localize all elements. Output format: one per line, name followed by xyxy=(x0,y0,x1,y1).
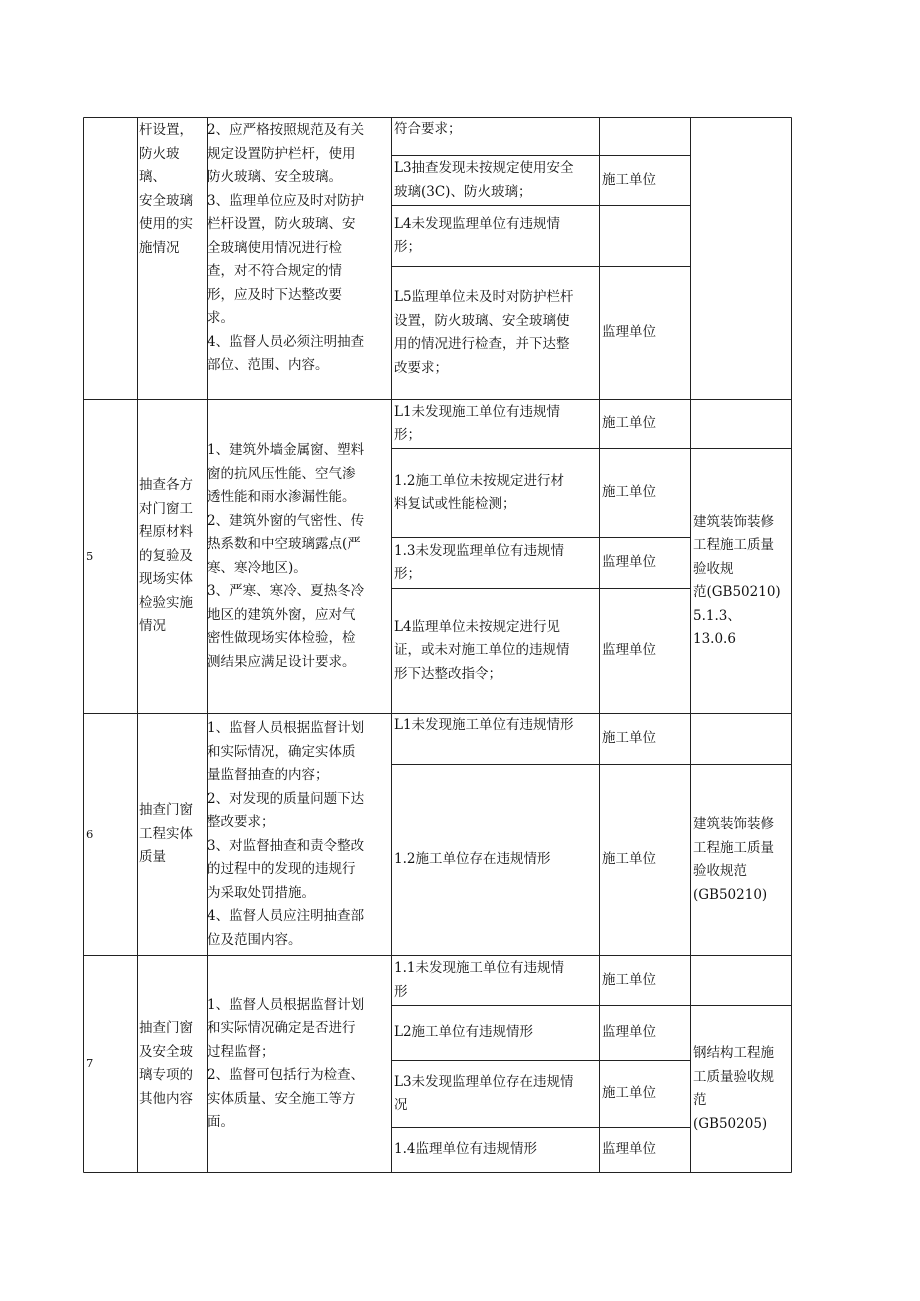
case-cell xyxy=(392,538,600,588)
unit-text: 施工单位 xyxy=(602,730,656,747)
row-number xyxy=(84,714,137,955)
row-number-text: 7 xyxy=(86,1056,94,1071)
unit-text: 监理单位 xyxy=(602,554,656,571)
case-cell xyxy=(392,206,600,266)
unit-cell xyxy=(600,206,691,266)
row-item-cell xyxy=(137,956,208,1172)
unit-text: 施工单位 xyxy=(602,171,656,188)
unit-text: 施工单位 xyxy=(602,415,656,432)
case-cell xyxy=(392,156,600,205)
unit-text: 施工单位 xyxy=(602,1085,656,1102)
case-text: L5监理单位未及时对防护栏杆 设置，防火玻璃、安全玻璃使 用的情况进行检查，并下达整 改要求； xyxy=(394,289,574,376)
standard-cell xyxy=(691,449,791,713)
unit-text: 监理单位 xyxy=(602,1141,656,1158)
unit-cell xyxy=(600,118,691,155)
standard-cell xyxy=(691,765,791,955)
row-item-text: 抽查门窗 及安全玻 璃专项的 其他内容 xyxy=(139,1020,193,1107)
unit-cell xyxy=(600,449,691,537)
case-cell xyxy=(392,118,600,155)
row-item-cell: 杆设置， 防火玻璃、 安全玻璃 使用的实 施情况 xyxy=(139,122,193,256)
unit-text: 施工单位 xyxy=(602,851,656,868)
case-cell xyxy=(392,765,600,955)
unit-cell xyxy=(600,714,691,764)
case-cell xyxy=(392,1128,600,1172)
row-requirements-cell xyxy=(205,956,393,1172)
unit-text: 施工单位 xyxy=(602,484,656,501)
standard-cell xyxy=(691,118,791,399)
case-text: L1未发现施工单位有违规情形 xyxy=(394,717,574,733)
unit-cell xyxy=(600,267,691,399)
standard-cell xyxy=(691,1006,791,1172)
case-cell xyxy=(392,1061,600,1127)
case-cell xyxy=(392,449,600,537)
standard-text: 钢结构工程施 工质量验收规 范 (GB50205) xyxy=(693,1045,774,1132)
unit-cell xyxy=(600,956,691,1005)
case-text: 1.1未发现施工单位有违规情 形 xyxy=(394,960,564,1000)
unit-cell xyxy=(600,400,691,448)
unit-cell xyxy=(600,589,691,713)
row-item-cell xyxy=(137,714,208,955)
unit-cell xyxy=(600,1006,691,1060)
unit-text: 监理单位 xyxy=(602,324,656,341)
case-text: 1.2施工单位存在违规情形 xyxy=(394,851,551,868)
case-cell xyxy=(392,267,600,399)
case-cell xyxy=(392,1006,600,1060)
case-text: L3抽查发现未按规定使用安全 玻璃(3C)、防火玻璃； xyxy=(394,160,574,200)
row-item-text: 抽查门窗 工程实体 质量 xyxy=(139,802,193,866)
row-number-text: 5 xyxy=(86,548,94,563)
case-text: 1.2施工单位未按规定进行材 料复试或性能检测； xyxy=(394,472,564,512)
row-number-text: 6 xyxy=(86,826,94,841)
row-requirements-cell: 2、应严格按照规范及有关 规定设置防护栏杆，使用 防火玻璃、安全玻璃。 3、监理单位应及时对防护 栏杆设置，防火玻璃、安 全玻璃使用情况进行检 查，对不符合规定的情 形，应及时下达整改要 求。 4、监督人员必须注明抽查 部位、范围、内容。 xyxy=(207,122,365,373)
unit-text: 监理单位 xyxy=(602,642,656,659)
row-item-text: 抽查各方 对门窗工 程原材料 的复验及 现场实体 检验实施 情况 xyxy=(139,477,193,635)
row-number xyxy=(84,956,137,1172)
row-requirements-cell xyxy=(205,714,393,955)
case-cell xyxy=(392,714,600,764)
case-text: L2施工单位有违规情形 xyxy=(394,1024,534,1041)
row-requirements-text: 1、监督人员根据监督计划 和实际情况确定是否进行 过程监督； 2、监督可包括行为检查、 实体质量、安全施工等方 面。 xyxy=(207,996,365,1130)
case-text: L4监理单位未按规定进行见 证，或未对施工单位的违规情 形下达整改指令； xyxy=(394,618,570,682)
case-cell xyxy=(392,589,600,713)
case-cell xyxy=(392,400,600,448)
unit-text: 施工单位 xyxy=(602,971,656,988)
unit-cell xyxy=(600,765,691,955)
unit-cell xyxy=(600,156,691,205)
unit-cell xyxy=(600,1128,691,1172)
standard-text: 建筑装饰装修 工程施工质量 验收规 范(GB50210) 5.1.3、 13.0.6 xyxy=(693,513,781,647)
case-text: L3未发现监理单位存在违规情 况 xyxy=(394,1073,574,1113)
standard-text: 建筑装饰装修 工程施工质量 验收规范 (GB50210) xyxy=(693,816,774,903)
row-requirements-text: 1、监督人员根据监督计划 和实际情况，确定实体质 量监督抽查的内容； 2、对发现的质量问题下达 整改要求； 3、对监督抽查和责令整改 的过程中的发现的违规行 为采取处罚措施。 4、监督人员应注明抽查部 位及范围内容。 xyxy=(207,720,365,948)
row-item-cell xyxy=(137,400,208,713)
case-text: 1.4监理单位有违规情形 xyxy=(394,1141,537,1158)
case-text: 1.3未发现监理单位有违规情 形； xyxy=(394,542,564,582)
row-requirements-cell xyxy=(205,400,393,713)
case-text: L1未发现施工单位有违规情 形； xyxy=(394,403,561,443)
unit-cell xyxy=(600,1061,691,1127)
unit-text: 监理单位 xyxy=(602,1024,656,1041)
row-number xyxy=(84,400,137,713)
unit-cell xyxy=(600,538,691,588)
case-cell xyxy=(392,956,600,1005)
row-requirements-text: 1、建筑外墙金属窗、塑料 窗的抗风压性能、空气渗 透性能和雨水渗漏性能。 2、建筑外窗的气密性、传 热系数和中空玻璃露点(严 寒、寒冷地区)。 3、严寒、寒冷、夏热冬冷 地区的建筑外窗，应对气 密性做现场实体检验，检 测结果应满足设计要求。 xyxy=(207,442,365,670)
case-text: L4未发现监理单位有违规情 形； xyxy=(394,215,561,255)
case-text: 符合要求； xyxy=(394,121,462,137)
